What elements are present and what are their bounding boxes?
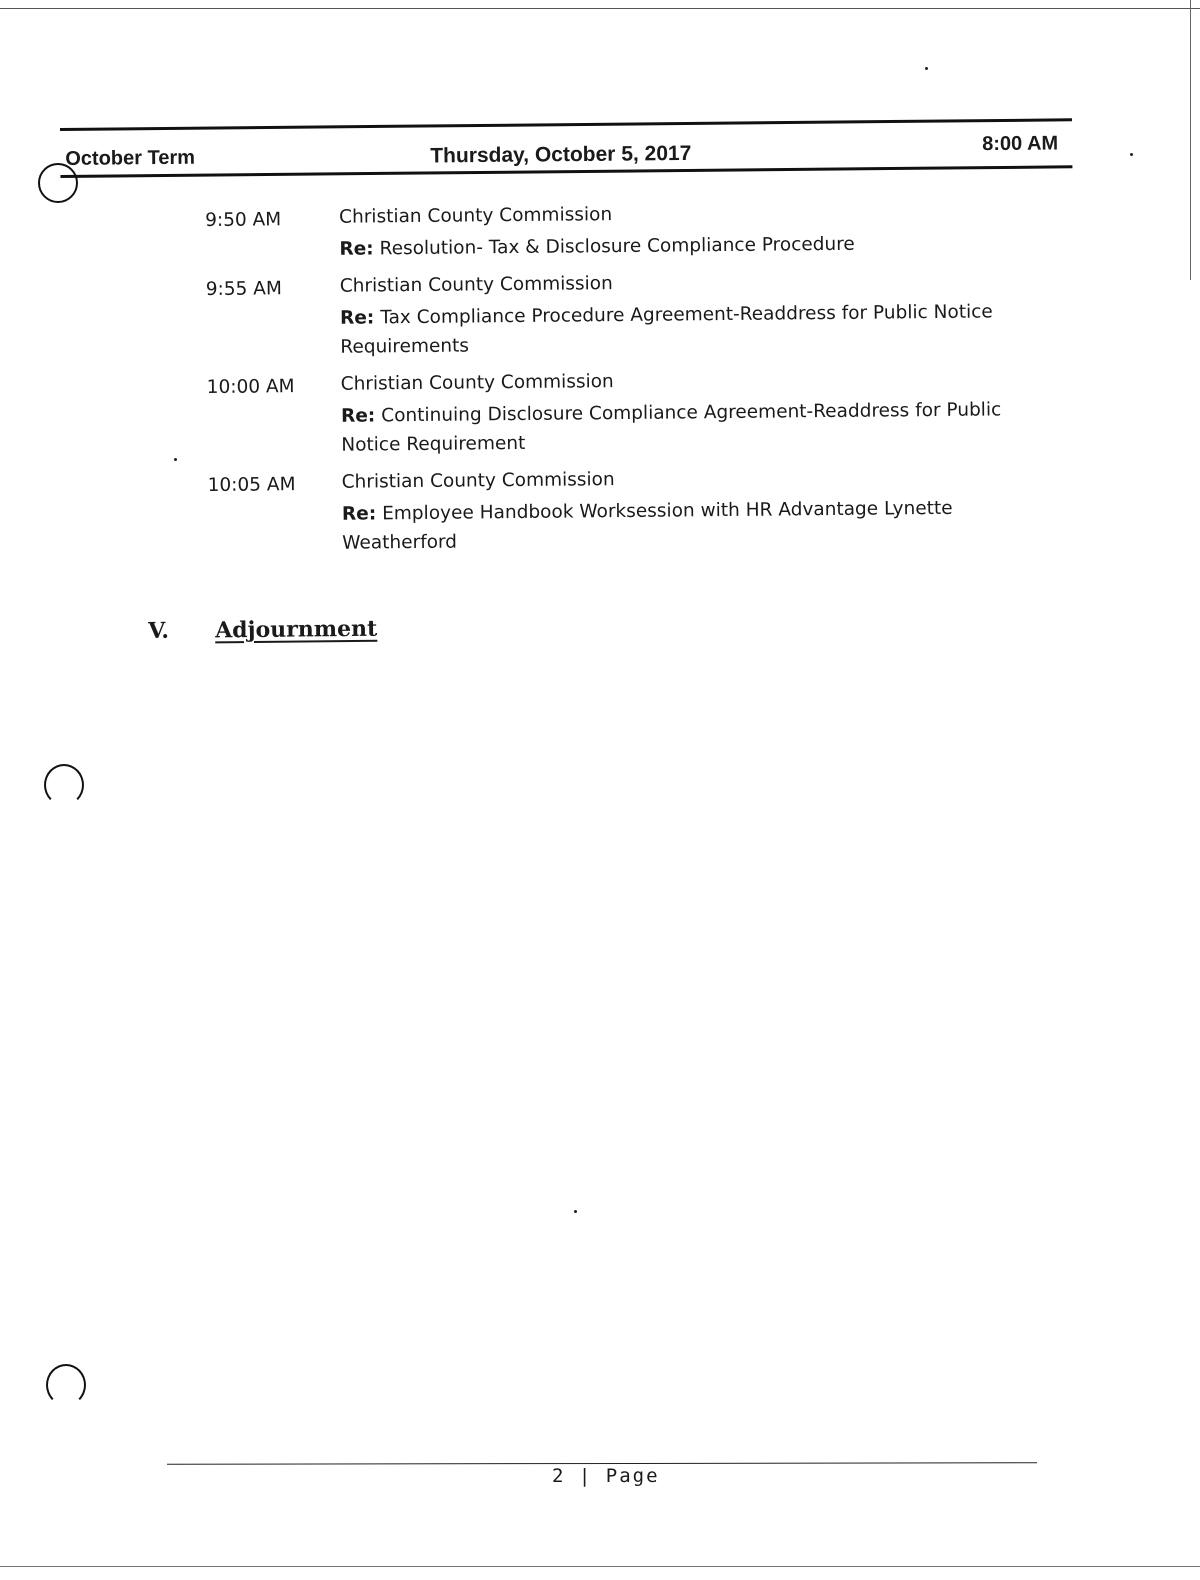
agenda-item-org: Christian County Commission: [339, 273, 613, 297]
agenda-item-org: Christian County Commission: [339, 204, 613, 228]
scan-edge-top: [0, 8, 1200, 9]
agenda-item-org: Christian County Commission: [340, 371, 614, 395]
scan-edge-right: [1190, 0, 1191, 280]
re-text: Continuing Disclosure Compliance Agreement-Readdress for Public Notice Requirement: [341, 399, 1002, 456]
agenda-item-re: [339, 228, 1005, 263]
re-label: Re:: [339, 238, 374, 260]
punch-hole-icon: [44, 764, 84, 806]
punch-hole-icon: [46, 1364, 86, 1406]
agenda-item-time: 9:50 AM: [205, 209, 282, 231]
page-header: [60, 118, 1073, 210]
meeting-date: Thursday, October 5, 2017: [430, 141, 692, 168]
agenda-item-body: [341, 364, 1008, 459]
re-text: Tax Compliance Procedure Agreement-Readdress for Public Notice Requirements: [340, 301, 993, 358]
agenda-item-re: [342, 493, 1009, 557]
agenda-item-body: [339, 197, 1006, 263]
agenda-item: [206, 266, 1007, 363]
header-bottom-rule: [60, 165, 1072, 178]
re-label: Re:: [340, 405, 376, 427]
scan-speck: [1130, 153, 1133, 156]
agenda-item: [207, 364, 1008, 461]
section-number: V.: [148, 617, 170, 644]
agenda-item-time: 10:00 AM: [206, 376, 295, 398]
scan-speck: [925, 67, 928, 70]
agenda-item: [208, 462, 1009, 559]
agenda-item-re: [340, 297, 1007, 361]
page-number: 2 | Page: [552, 1465, 660, 1487]
re-label: Re:: [341, 503, 377, 525]
agenda-list: [205, 197, 1008, 568]
re-label: Re:: [339, 307, 375, 329]
agenda-item-time: 10:05 AM: [207, 474, 296, 496]
agenda-item-re: [341, 395, 1008, 459]
re-text: Employee Handbook Worksession with HR Advantage Lynette Weatherford: [342, 497, 953, 554]
agenda-item-org: Christian County Commission: [341, 469, 615, 493]
scan-edge-bottom: [0, 1566, 1200, 1567]
agenda-item-body: [342, 462, 1009, 557]
header-top-rule: [60, 118, 1072, 131]
scan-speck: [574, 1210, 577, 1213]
meeting-time: 8:00 AM: [982, 132, 1059, 156]
re-text: Resolution- Tax & Disclosure Compliance Procedure: [379, 233, 855, 260]
term-label: October Term: [65, 146, 196, 170]
agenda-item-body: [340, 266, 1007, 361]
section-title: Adjournment: [214, 615, 378, 644]
section-heading: [148, 616, 377, 644]
scan-speck: [174, 458, 177, 461]
agenda-item: [205, 197, 1006, 265]
agenda-item-time: 9:55 AM: [205, 278, 282, 300]
